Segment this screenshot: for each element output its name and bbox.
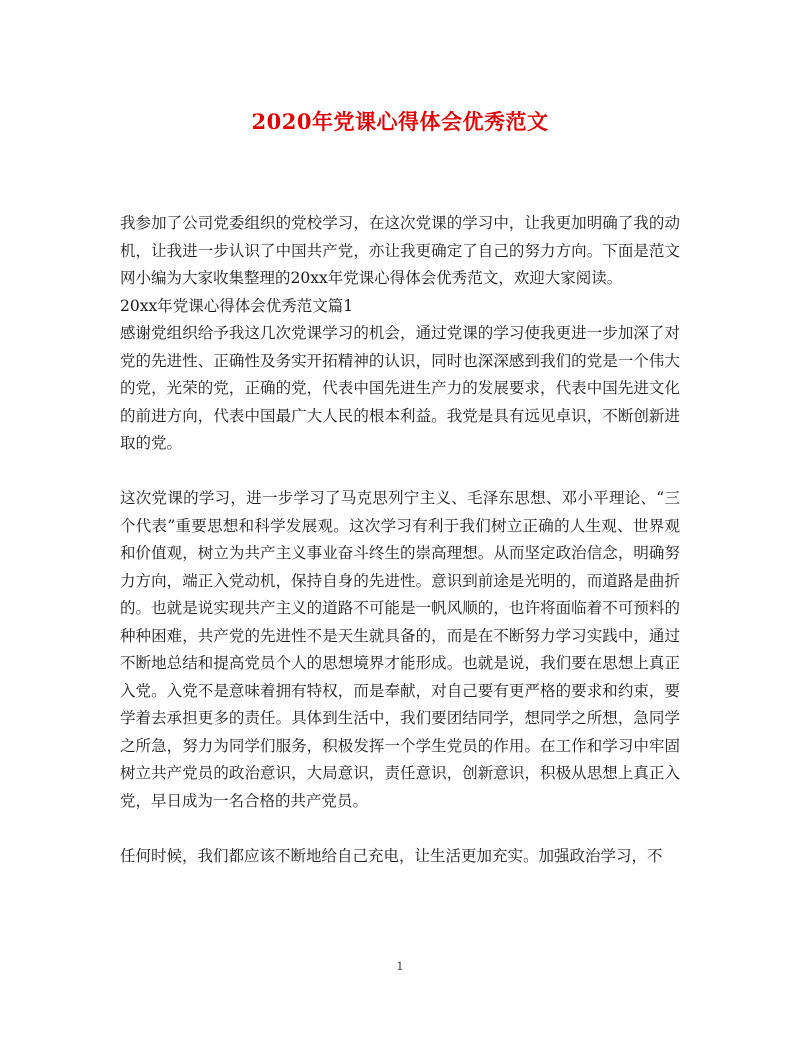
body-paragraph-2: 这次党课的学习，进一步学习了马克思列宁主义、毛泽东思想、邓小平理论、“三个代表”重要思想和科学发展观。这次学习有利于我们树立正确的人生观、世界观和价值观，树立为共产主义事业奋斗终生的崇高理想。从而坚定政治信念，明确努力方向，端正入党动机，保持自身的先进性。意识到前途是光明的，而道路是曲折的。也就是说实现共产主义的道路不可能是一帆风顺的，也许将面临着不可预料的种种困难，共产党的先进性不是天生就具备的，而是在不断努力学习实践中，通过不断地总结和提高党员个人的思想境界才能形成。也就是说，我们要在思想上真正入党。入党不是意味着拥有特权，而是奉献，对自己要有更严格的要求和约束，要学着去承担更多的责任。具体到生活中，我们要团结同学，想同学之所想，急同学之所急，努力为同学们服务，积极发挥一个学生党员的作用。在工作和学习中牢固树立共产党员的政治意识，大局意识，责任意识，创新意识，积极从思想上真正入党，早日成为一名合格的共产党员。 — [120, 489, 680, 810]
section-heading: 20xx年党课心得体会优秀范文篇1 — [120, 296, 354, 315]
body-paragraph-3: 任何时候，我们都应该不断地给自己充电，让生活更加充实。加强政治学习，不 — [120, 846, 663, 865]
page-number: 1 — [396, 960, 404, 973]
paragraph-spacer — [120, 458, 680, 486]
document-title: 2020年党课心得体会优秀范文 — [251, 109, 549, 134]
paragraph-spacer — [120, 815, 680, 843]
intro-paragraph: 我参加了公司党委组织的党校学习，在这次党课的学习中，让我更加明确了我的动机，让我进一步认识了中国共产党，亦让我更确定了自己的努力方向。下面是范文网小编为大家收集整理的20xx年党课心得体会优秀范文，欢迎大家阅读。 — [120, 214, 680, 287]
body-paragraph-1: 感谢党组织给予我这几次党课学习的机会，通过党课的学习使我更进一步加深了对党的先进性、正确性及务实开拓精神的认识，同时也深深感到我们的党是一个伟大的党，光荣的党，正确的党，代表中国先进生产力的发展要求，代表中国先进文化的前进方向，代表中国最广大人民的根本利益。我党是具有远见卓识，不断创新进取的党。 — [120, 324, 680, 452]
document-body — [120, 210, 680, 870]
